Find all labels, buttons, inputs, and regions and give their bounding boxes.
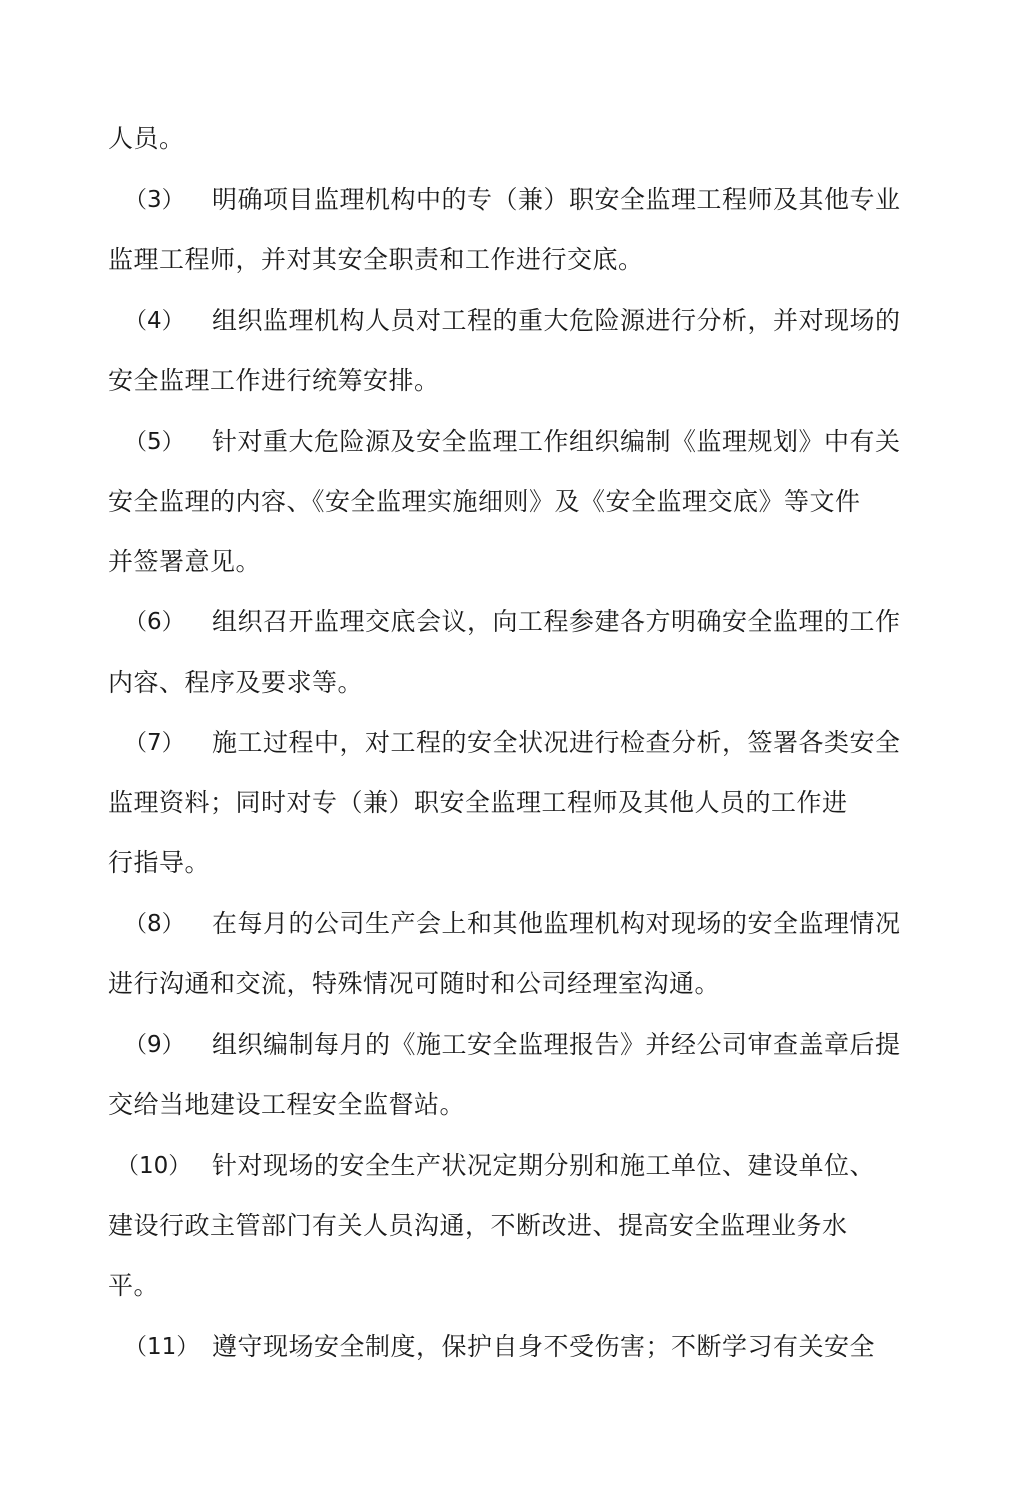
item-11-number: （11） [124, 1334, 200, 1360]
item-6-line-1: 组织召开监理交底会议，向工程参建各方明确安全监理的工作 [212, 607, 901, 636]
intro-tail-line: 人员。 [108, 124, 185, 153]
item-8-line-1: 在每月的公司生产会上和其他监理机构对现场的安全监理情况 [212, 909, 901, 938]
item-10-number: （10） [116, 1153, 192, 1179]
item-5-line-3: 并签署意见。 [108, 547, 262, 576]
item-8-line-2: 进行沟通和交流，特殊情况可随时和公司经理室沟通。 [108, 969, 721, 998]
item-5-line-1: 针对重大危险源及安全监理工作组织编制《监理规划》中有关 [212, 427, 901, 456]
item-11-line-1: 遵守现场安全制度，保护自身不受伤害；不断学习有关安全 [212, 1332, 876, 1361]
item-7-line-3: 行指导。 [108, 848, 211, 877]
item-10-line-1: 针对现场的安全生产状况定期分别和施工单位、建设单位、 [212, 1151, 876, 1180]
item-7-line-2: 监理资料；同时对专（兼）职安全监理工程师及其他人员的工作进 [108, 788, 848, 817]
item-9-line-2: 交给当地建设工程安全监督站。 [108, 1090, 466, 1119]
item-4-line-1: 组织监理机构人员对工程的重大危险源进行分析，并对现场的 [212, 306, 901, 335]
item-7-number: （7） [124, 730, 185, 756]
item-9-number: （9） [124, 1032, 185, 1058]
item-3-number: （3） [124, 187, 185, 213]
item-8-number: （8） [124, 911, 185, 937]
item-3-line-1: 明确项目监理机构中的专（兼）职安全监理工程师及其他专业 [212, 185, 901, 214]
item-9-line-1: 组织编制每月的《施工安全监理报告》并经公司审查盖章后提 [212, 1030, 901, 1059]
item-4-line-2: 安全监理工作进行统筹安排。 [108, 366, 440, 395]
item-4-number: （4） [124, 308, 185, 334]
item-6-number: （6） [124, 609, 185, 635]
item-10-line-2: 建设行政主管部门有关人员沟通，不断改进、提高安全监理业务水 [108, 1211, 848, 1240]
item-6-line-2: 内容、程序及要求等。 [108, 668, 364, 697]
item-10-line-3: 平。 [108, 1271, 160, 1300]
item-7-line-1: 施工过程中，对工程的安全状况进行检查分析，签署各类安全 [212, 728, 901, 757]
item-3-line-2: 监理工程师，并对其安全职责和工作进行交底。 [108, 245, 644, 274]
item-5-line-2: 安全监理的内容、《安全监理实施细则》及《安全监理交底》等文件 [108, 487, 861, 516]
item-5-number: （5） [124, 429, 185, 455]
